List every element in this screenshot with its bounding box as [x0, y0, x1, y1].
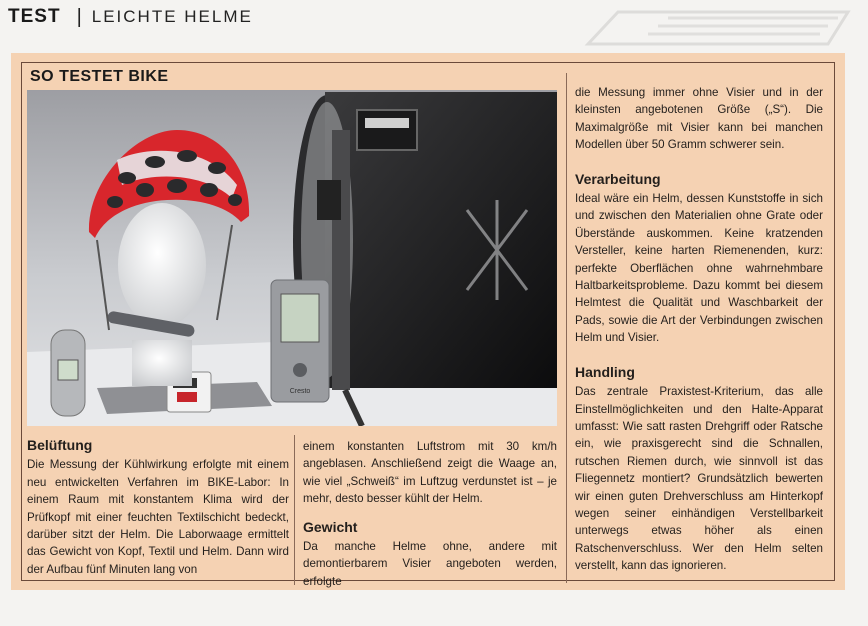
box-title: SO TESTET BIKE: [30, 68, 169, 85]
header-separator: |: [76, 5, 82, 28]
column-belueftung: [27, 437, 289, 578]
text-gewicht-continued: die Messung immer ohne Visier und in der kleinsten angebotenen Größe („S“). Die Maximalgröße mit Visier kann bei manchen Modellen über 50 Gramm schwerer sein.: [575, 86, 823, 152]
heading-verarbeitung: Verarbeitung: [575, 170, 661, 187]
lab-photo-illustration: [27, 90, 557, 426]
text-belueftung: Die Messung der Kühlwirkung erfolgte mit einem neu entwickelten Verfahren im BIKE-Labor: In einem Raum mit konstantem Klima wird der Prüfkopf mit einer feuchten Textilschicht bedeckt, darüber sitzt der Helm. Die Laborwaage ermittelt das Gewicht von Kopf, Textil und Helm. Dann wird der Aufbau fünf Minuten lang von: [27, 458, 289, 576]
column-divider: [566, 73, 567, 583]
fan-unit: [293, 92, 557, 426]
column-divider: [294, 435, 295, 585]
column-gewicht: [303, 438, 557, 590]
heading-gewicht: Gewicht: [303, 518, 358, 535]
heading-belueftung: Belüftung: [27, 437, 93, 453]
page-header: [8, 6, 253, 28]
section-subtitle: LEICHTE HELME: [91, 7, 253, 26]
column-right: [575, 84, 823, 575]
info-box-frame: [21, 62, 835, 588]
text-belueftung-continued: einem konstanten Luftstrom mit 30 km/h angeblasen. Anschließend zeigt die Waage an, wie viel „Schweiß“ im Luftzug verdunstet ist – je mehr, desto besser kühlt der Helm.: [303, 440, 557, 506]
text-gewicht: Da manche Helme ohne, andere mit demontierbarem Visier angeboten werden, erfolgte: [303, 540, 557, 588]
heading-handling: Handling: [575, 363, 635, 380]
bleed-through-graphic: [558, 4, 858, 52]
section-label: TEST: [8, 6, 61, 27]
device-brand-label: Cresto: [289, 388, 311, 395]
text-verarbeitung: Ideal wäre ein Helm, dessen Kunststoffe in sich und zwischen den Materialien ohne Grate oder Überstände auskommen. Keine kratzenden Versteller, keine harten Riemenenden, kurz: perfekte Oberflächen ohne wahrnehmbare Haltbarkeitsprobleme. Dazu kommt bei diesem Helmtest die Qualität und Waschbarkeit der Pads, sowie die Art der Verbindungen zwischen Helm und Visier.: [575, 192, 823, 345]
lab-photo: [27, 90, 557, 426]
info-box: [11, 53, 845, 590]
hygrometer: [51, 330, 85, 416]
scale-display: [271, 280, 329, 402]
text-handling: Das zentrale Praxistest-Kriterium, das alle Einstellmöglichkeiten und den Halte-Apparat umfasst: Wie satt rasten Drehgriff oder Ratsche ein, wie praxisgerecht sind die Schnallen, rutschen Riemen durch, wie sinnvoll ist das Fliegennetz montiert? Grundsätzlich bewerten wir einen guten Drehverschluss am Hinterkopf wegen seiner einhändigen Verstellbarkeit unterwegs etwas höher als einen Ratschenverschluss. Wer den Helm selten verstellt, kann das ignorieren.: [575, 385, 823, 573]
